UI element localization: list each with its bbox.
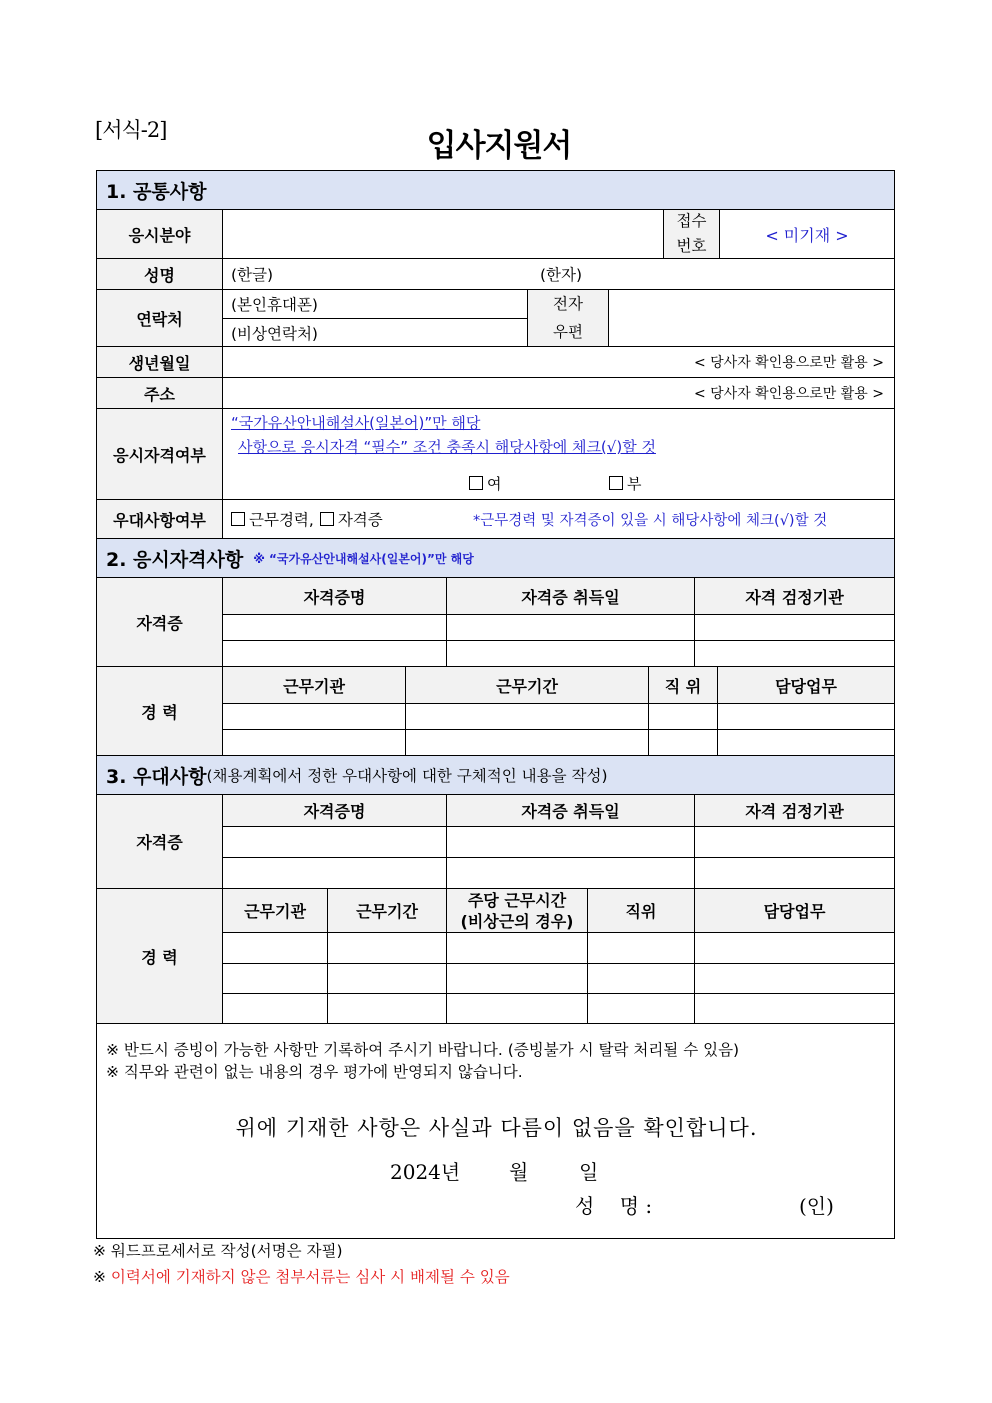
section2-subtitle: ※ “국가유산안내해설사(일본어)”만 해당 <box>253 551 474 566</box>
s3-cert-row1-name[interactable] <box>222 826 447 858</box>
s3-cert-row1-date[interactable] <box>446 826 695 858</box>
s2-career-row2-duty[interactable] <box>717 729 895 756</box>
s3-cert-row2-agency[interactable] <box>694 857 895 889</box>
section3-subtitle: (채용계획에서 정한 우대사항에 대한 구체적인 내용을 작성) <box>206 767 608 785</box>
declaration-text: 위에 기재한 사항은 사실과 다름이 없음을 확인합니다. <box>235 1116 758 1140</box>
field-application-input[interactable] <box>222 209 664 259</box>
s3-career-row1-position[interactable] <box>587 932 695 964</box>
s2-career-col-position: 직 위 <box>648 666 718 704</box>
s3-cert-col-date: 자격증 취득일 <box>446 794 695 827</box>
preference-note: *근무경력 및 자격증이 있을 시 해당사항에 체크(√)할 것 <box>473 512 828 529</box>
receipt-no-label <box>663 209 720 259</box>
signature-label: 성 명 : <box>575 1194 653 1218</box>
s2-career-row1-position[interactable] <box>648 703 718 730</box>
s2-career-row1-org[interactable] <box>222 703 406 730</box>
s3-career-label: 경 력 <box>96 888 223 1024</box>
note-evidence: ※ 반드시 증빙이 가능한 사항만 기록하여 주시기 바랍니다. (증빙불가 시 탈락 처리될 수 있음) <box>106 1041 740 1059</box>
eligibility-no-option[interactable] <box>609 473 642 494</box>
section3-header <box>96 755 895 795</box>
s2-cert-col-agency: 자격 검정기관 <box>694 577 895 615</box>
s3-career-row3-period[interactable] <box>327 993 447 1024</box>
s2-career-row2-position[interactable] <box>648 729 718 756</box>
name-hanja-hint: (한자) <box>540 266 583 284</box>
s3-cert-row1-agency[interactable] <box>694 826 895 858</box>
s2-cert-row1-agency[interactable] <box>694 614 895 641</box>
s3-career-row1-org[interactable] <box>222 932 328 964</box>
section1-header <box>96 170 895 210</box>
preference-label: 우대사항여부 <box>96 499 223 539</box>
s3-cert-col-agency: 자격 검정기관 <box>694 794 895 827</box>
email-label <box>527 289 609 347</box>
document-title: 입사지원서 <box>426 128 572 164</box>
emergency-hint: (비상연락처) <box>231 324 318 343</box>
email-label-line2: 우편 <box>553 323 583 341</box>
eligibility-label: 응시자격여부 <box>96 408 223 500</box>
receipt-no-label-line2: 번호 <box>676 237 707 255</box>
address-input[interactable] <box>222 377 895 409</box>
contact-label: 연락처 <box>96 289 223 347</box>
address-label: 주소 <box>96 377 223 409</box>
eligibility-no-checkbox[interactable] <box>609 476 623 490</box>
preference-cell <box>222 499 895 539</box>
s2-cert-row1-name[interactable] <box>222 614 447 641</box>
footer-note-mark: ※ <box>93 1268 111 1286</box>
note-relevance: ※ 직무와 관련이 없는 내용의 경우 평가에 반영되지 않습니다. <box>106 1063 523 1081</box>
notes-box <box>96 1023 895 1239</box>
name-input[interactable] <box>222 258 895 290</box>
s2-career-row1-period[interactable] <box>405 703 649 730</box>
s3-career-row1-period[interactable] <box>327 932 447 964</box>
s3-cert-row2-name[interactable] <box>222 857 447 889</box>
s3-career-col-position: 직위 <box>587 888 695 933</box>
s3-career-row3-hours[interactable] <box>446 993 588 1024</box>
s3-cert-row2-date[interactable] <box>446 857 695 889</box>
birthdate-input[interactable] <box>222 346 895 378</box>
experience-checkbox[interactable] <box>231 512 245 526</box>
eligibility-note-line1: “국가유산안내해설사(일본어)”만 해당 <box>231 414 481 432</box>
footer-note-wordprocessor: ※ 워드프로세서로 작성(서명은 자필) <box>93 1242 343 1260</box>
certificate-checkbox[interactable] <box>320 512 334 526</box>
email-input[interactable] <box>608 289 895 347</box>
s3-career-row2-hours[interactable] <box>446 963 588 994</box>
mobile-input[interactable] <box>222 289 528 319</box>
eligibility-yes-label: 여 <box>487 475 502 493</box>
s3-career-col-period: 근무기간 <box>327 888 447 933</box>
footer-note-attachments-text: 이력서에 기재하지 않은 첨부서류는 심사 시 배제될 수 있음 <box>110 1268 510 1286</box>
eligibility-cell <box>222 408 895 500</box>
birthdate-label: 생년월일 <box>96 346 223 378</box>
eligibility-yes-checkbox[interactable] <box>469 476 483 490</box>
s3-career-row3-position[interactable] <box>587 993 695 1024</box>
s2-career-row1-duty[interactable] <box>717 703 895 730</box>
weekly-hours-line1: 주당 근무시간 <box>467 890 567 910</box>
seal-mark[interactable]: (인) <box>799 1194 834 1218</box>
s2-cert-row2-date[interactable] <box>446 640 695 667</box>
email-label-line1: 전자 <box>553 295 583 313</box>
field-application-label: 응시분야 <box>96 209 223 259</box>
s2-certificate-label: 자격증 <box>96 577 223 667</box>
receipt-no-label-line1: 접수 <box>676 212 707 230</box>
s2-cert-col-date: 자격증 취득일 <box>446 577 695 615</box>
section2-header <box>96 538 895 578</box>
date-day[interactable]: 일 <box>579 1160 599 1184</box>
mobile-hint: (본인휴대폰) <box>231 296 318 314</box>
date-year: 2024년 <box>390 1160 461 1184</box>
address-note: < 당사자 확인용으로만 활용 > <box>693 386 884 402</box>
s3-career-row2-period[interactable] <box>327 963 447 994</box>
s2-career-row2-org[interactable] <box>222 729 406 756</box>
section2-title: 2. 응시자격사항 <box>106 548 244 571</box>
s2-career-label: 경 력 <box>96 666 223 756</box>
eligibility-note-line2: 사항으로 응시자격 “필수” 조건 충족시 해당사항에 체크(√)할 것 <box>238 438 656 456</box>
s3-career-row2-position[interactable] <box>587 963 695 994</box>
footer-note-attachments <box>93 1265 510 1287</box>
s3-career-row3-duty[interactable] <box>694 993 895 1024</box>
s3-cert-col-name: 자격증명 <box>222 794 447 827</box>
name-label: 성명 <box>96 258 223 290</box>
s3-certificate-label: 자격증 <box>96 794 223 889</box>
emergency-contact-input[interactable] <box>222 318 528 347</box>
s2-cert-col-name: 자격증명 <box>222 577 447 615</box>
eligibility-no-label: 부 <box>627 475 642 493</box>
s2-career-row2-period[interactable] <box>405 729 649 756</box>
s3-career-col-weekly-hours <box>446 888 588 933</box>
s2-cert-row2-name[interactable] <box>222 640 447 667</box>
s3-career-row3-org[interactable] <box>222 993 328 1024</box>
date-month[interactable]: 월 <box>509 1160 529 1184</box>
birthdate-note: < 당사자 확인용으로만 활용 > <box>693 355 884 371</box>
s3-career-row2-org[interactable] <box>222 963 328 994</box>
s3-career-col-duty: 담당업무 <box>694 888 895 933</box>
name-korean-hint: (한글) <box>231 266 274 284</box>
experience-option-label: 근무경력, <box>249 511 314 529</box>
s3-career-row2-duty[interactable] <box>694 963 895 994</box>
receipt-no-value: < 미기재 > <box>719 209 895 259</box>
section3-title: 3. 우대사항 <box>106 765 207 788</box>
section1-title: 1. 공통사항 <box>106 180 207 203</box>
s2-career-col-duty: 담당업무 <box>717 666 895 704</box>
weekly-hours-line2: (비상근의 경우) <box>460 911 574 931</box>
s2-career-col-org: 근무기관 <box>222 666 406 704</box>
s2-cert-row2-agency[interactable] <box>694 640 895 667</box>
s2-cert-row1-date[interactable] <box>446 614 695 641</box>
s3-career-col-org: 근무기관 <box>222 888 328 933</box>
form-code: [서식-2] <box>95 118 167 142</box>
eligibility-yes-option[interactable] <box>469 473 502 494</box>
certificate-option-label: 자격증 <box>337 511 383 529</box>
s2-career-col-period: 근무기간 <box>405 666 649 704</box>
s3-career-row1-duty[interactable] <box>694 932 895 964</box>
s3-career-row1-hours[interactable] <box>446 932 588 964</box>
